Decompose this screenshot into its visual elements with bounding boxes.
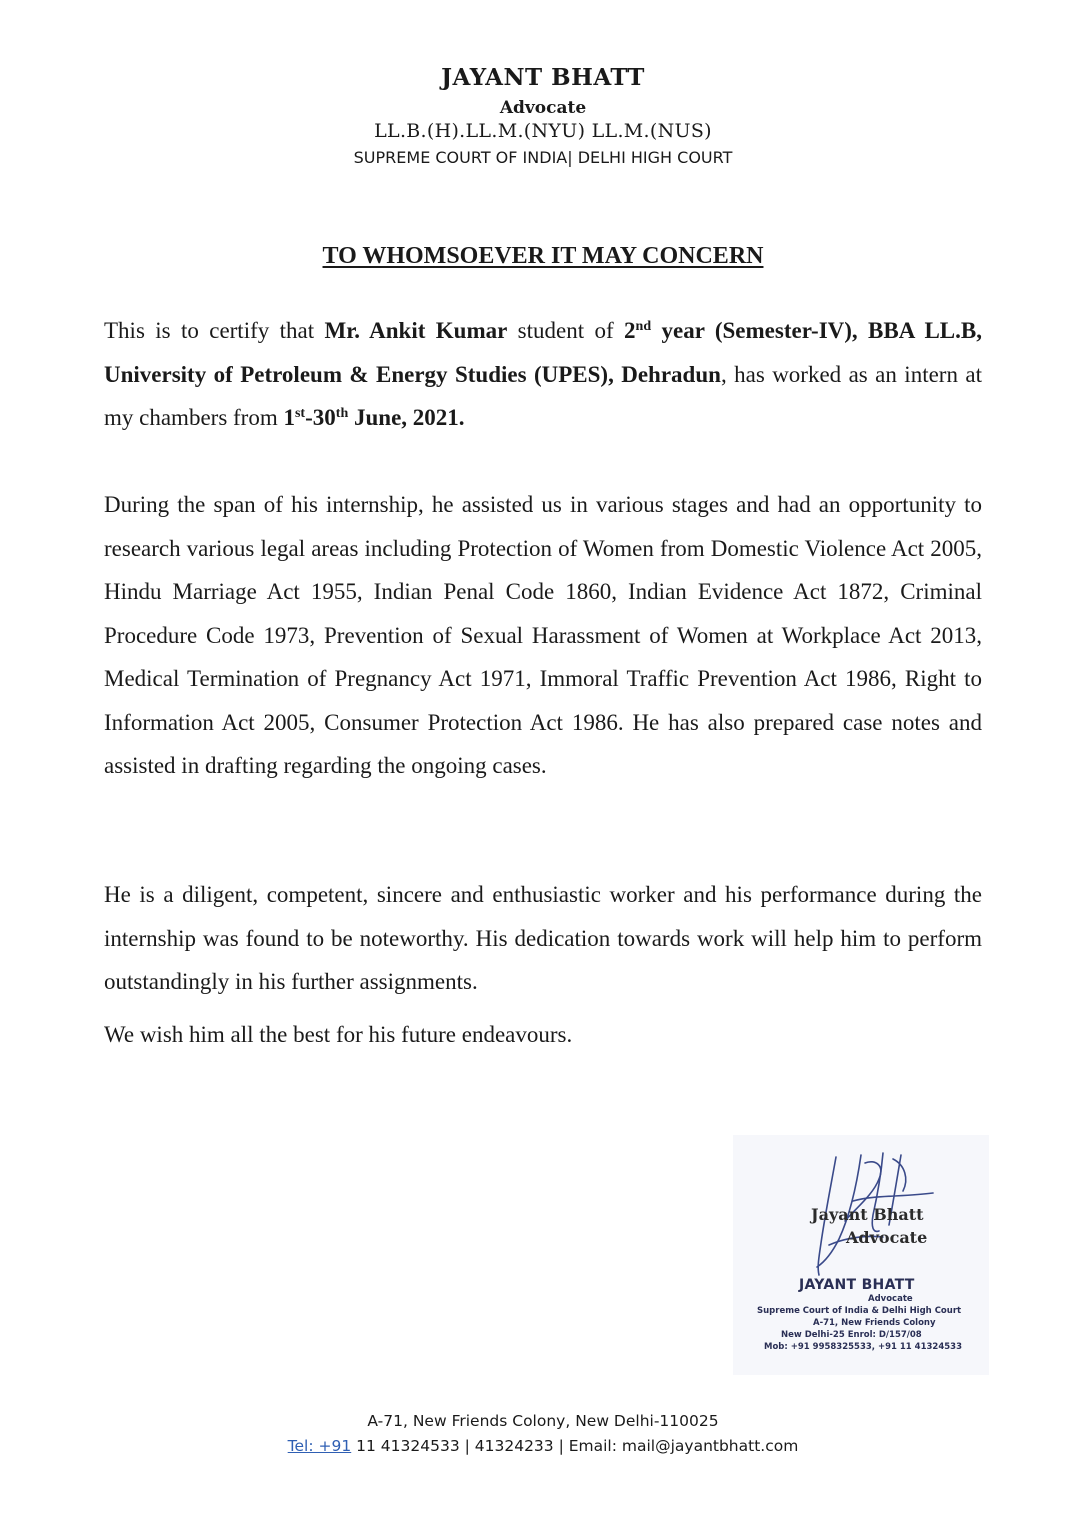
stamp-line-advocate: Advocate [868, 1294, 913, 1304]
stamp-name: JAYANT BHATT [799, 1277, 915, 1293]
end-day-suffix: th [335, 406, 349, 421]
year-number: 2 [624, 318, 636, 343]
start-day-suffix: st [294, 406, 306, 421]
stamp-line-mobile: Mob: +91 9958325533, +91 11 41324533 [764, 1342, 962, 1352]
stamp-line-address: A-71, New Friends Colony [813, 1318, 936, 1328]
signature-name: Jayant Bhatt [811, 1205, 924, 1224]
p1-text-2: student of [507, 318, 625, 343]
signature-title: Advocate [846, 1228, 928, 1247]
letterhead-qualifications: LL.B.(H).LL.M.(NYU) LL.M.(NUS) [374, 120, 712, 142]
letterhead-courts: SUPREME COURT OF INDIA| DELHI HIGH COURT [353, 148, 733, 167]
course-university: year (Semester-IV), BBA LL.B, University of Petroleum & Energy Studies (UPES), Dehradun [104, 318, 982, 387]
end-day: -30 [305, 405, 336, 430]
letterhead-name: JAYANT BHATT [441, 64, 645, 91]
start-day: 1 [283, 405, 295, 430]
signature-stamp [733, 1135, 989, 1375]
p1-text-1: This is to certify that [104, 318, 325, 343]
paragraph-performance: He is a diligent, competent, sincere and enthusiastic worker and his performance during the internship was found to be noteworthy. His dedication towards work will help him to perform outstandingly in his further assignments. [104, 882, 982, 994]
footer-address: A-71, New Friends Colony, New Delhi-110025 [367, 1412, 719, 1430]
student-name: Mr. Ankit Kumar [324, 318, 508, 343]
year-suffix: nd [635, 319, 652, 334]
paragraph-internship-work: During the span of his internship, he assisted us in various stages and had an opportunity to research various legal areas including Protection of Women from Domestic Violence Act 2005, Hindu Marriage Act 1955, Indian Penal Code 1860, Indian Evidence Act 1872, Criminal Procedure Code 1973, Prevention of Sexual Harassment of Women at Workplace Act 2013, Medical Termination of Pregnancy Act 1971, Immoral Traffic Prevention Act 1986, Right to Information Act 2005, Consumer Protection Act 1986. He has also prepared case notes and assisted in drafting regarding the ongoing cases. [104, 492, 982, 778]
letterhead-title: Advocate [499, 98, 587, 118]
paragraph-wishes: We wish him all the best for his future endeavours. [104, 1022, 573, 1047]
certificate-heading: TO WHOMSOEVER IT MAY CONCERN [322, 243, 764, 269]
stamp-line-city-enrol: New Delhi-25 Enrol: D/157/08 [781, 1330, 922, 1340]
paragraph-certification [104, 309, 982, 440]
footer-contact [0, 1437, 1086, 1455]
stamp-line-courts: Supreme Court of India & Delhi High Court [757, 1306, 962, 1316]
tel-link[interactable]: Tel: +91 [287, 1437, 352, 1455]
internship-month-year: June, 2021. [348, 405, 465, 430]
p1-text-3: , has worked as an intern at my chambers from [104, 361, 982, 430]
footer-contact-details: 11 41324533 | 41324233 | Email: mail@jayantbhatt.com [351, 1437, 799, 1455]
